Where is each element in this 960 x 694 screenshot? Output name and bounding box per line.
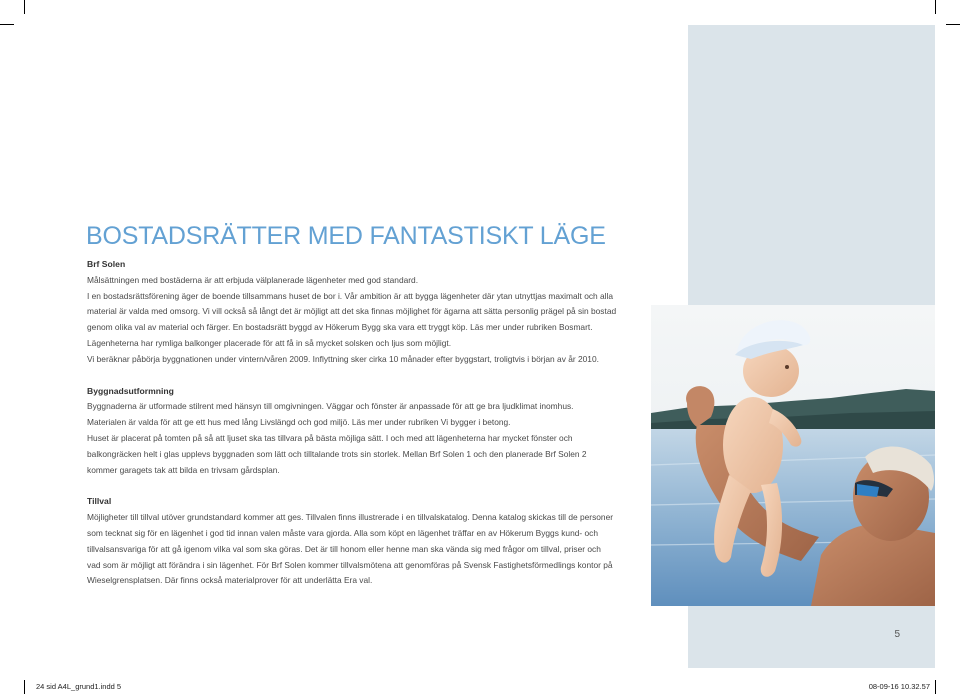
crop-mark [935, 680, 936, 694]
paragraph-line: Målsättningen med bostäderna är att erbjuda välplanerade lägenheter med god standard. [87, 274, 419, 285]
paragraph-line: Vi beräknar påbörja byggnationen under vintern/våren 2009. Inflyttning sker cirka 10 månader efter byggstart, troligtvis i början av år 2010. [87, 353, 599, 364]
page-title: BOSTADSRÄTTER MED FANTASTISKT LÄGE [86, 222, 606, 250]
section-tillval [87, 494, 627, 589]
crop-mark [24, 680, 25, 694]
paragraph-line: I en bostadsrättsförening äger de boende tillsammans huset de bor i. Vår ambition är att bygga lägenheter där ytan utnyttjas maximalt och alla [87, 290, 614, 301]
paragraph-line: kommer garagets tak att bilda en trivsam gårdsplan. [87, 464, 280, 475]
section-heading: Byggnadsutformning [87, 385, 174, 396]
crop-mark [24, 0, 25, 14]
crop-mark [935, 0, 936, 14]
footer-filename: 24 sid A4L_grund1.indd 5 [36, 682, 122, 691]
section-brf-solen [87, 257, 627, 368]
paragraph-line: material är valda med omsorg. Vi vill också så långt det är möjligt att det ska finnas möjlighet för ägarna att sätta personlig prägel på sin bostad [87, 306, 617, 317]
paragraph-line: Möjligheter till tillval utöver grundstandard kommer att ges. Tillvalen finns illustrerade i en tillvalskatalog. Denna katalog skickas till de personer [87, 512, 614, 523]
paragraph-line: tillvalsansvariga för att gå igenom vilka val som ska göras. Det är till honom eller henne man ska vända sig med frågor om tillval, priser och [87, 543, 601, 554]
crop-mark [0, 24, 14, 25]
paragraph-line: Lägenheterna har rymliga balkonger placerade för att få in så mycket solsken och ljus som möjligt. [87, 337, 452, 348]
paragraph-line: genom olika val av material och färger. En bostadsrätt byggd av Hökerum Bygg ska vara ett tryggt köp. Läs mer under rubriken Bosmart. [87, 322, 593, 333]
paragraph-line: Byggnaderna är utformade stilrent med hänsyn till omgivningen. Väggar och fönster är anpassade för att ge bra ljudklimat inomhus. [87, 401, 574, 412]
photo-father-and-baby-at-lake [651, 305, 935, 606]
paragraph-line: Wieselgrensplatsen. Där finns också materialprover för att underlätta Era val. [87, 575, 373, 586]
section-heading: Brf Solen [87, 259, 126, 269]
crop-mark [946, 24, 960, 25]
footer-timestamp: 08-09-16 10.32.57 [868, 682, 930, 691]
page-number: 5 [894, 629, 900, 640]
paragraph-line: Huset är placerat på tomten på så att ljuset ska tas tillvara på bästa möjliga sätt. I och med att lägenheterna har mycket fönster och [87, 432, 573, 443]
paragraph-line: som tecknat sig för en lägenhet i god tid innan valen måste vara gjorda. Alla som köpt en lägenhet träffar en av Hökerum Byggs kund- och [87, 527, 599, 538]
paragraph-line: balkongräcken helt i glas upplevs byggnaden som lätt och tilltalande trots sin storlek. Mellan Brf Solen 1 och den planerade Brf Solen 2 [87, 448, 587, 459]
body-text [87, 257, 627, 605]
paragraph-line: Materialen är valda för att ge ett hus med lång Livslängd och god miljö. Läs mer under rubriken Vi bygger i betong. [87, 417, 511, 428]
paragraph-line: vad som är möjligt att förändra i sin lägenhet. För Brf Solen kommer tillvalsmötena att genomföras på Svensk Fastighetsförmedlings kontor på [87, 559, 613, 570]
photo-illustration [651, 305, 935, 606]
section-heading: Tillval [87, 496, 112, 507]
section-byggnadsutformning [87, 384, 627, 479]
